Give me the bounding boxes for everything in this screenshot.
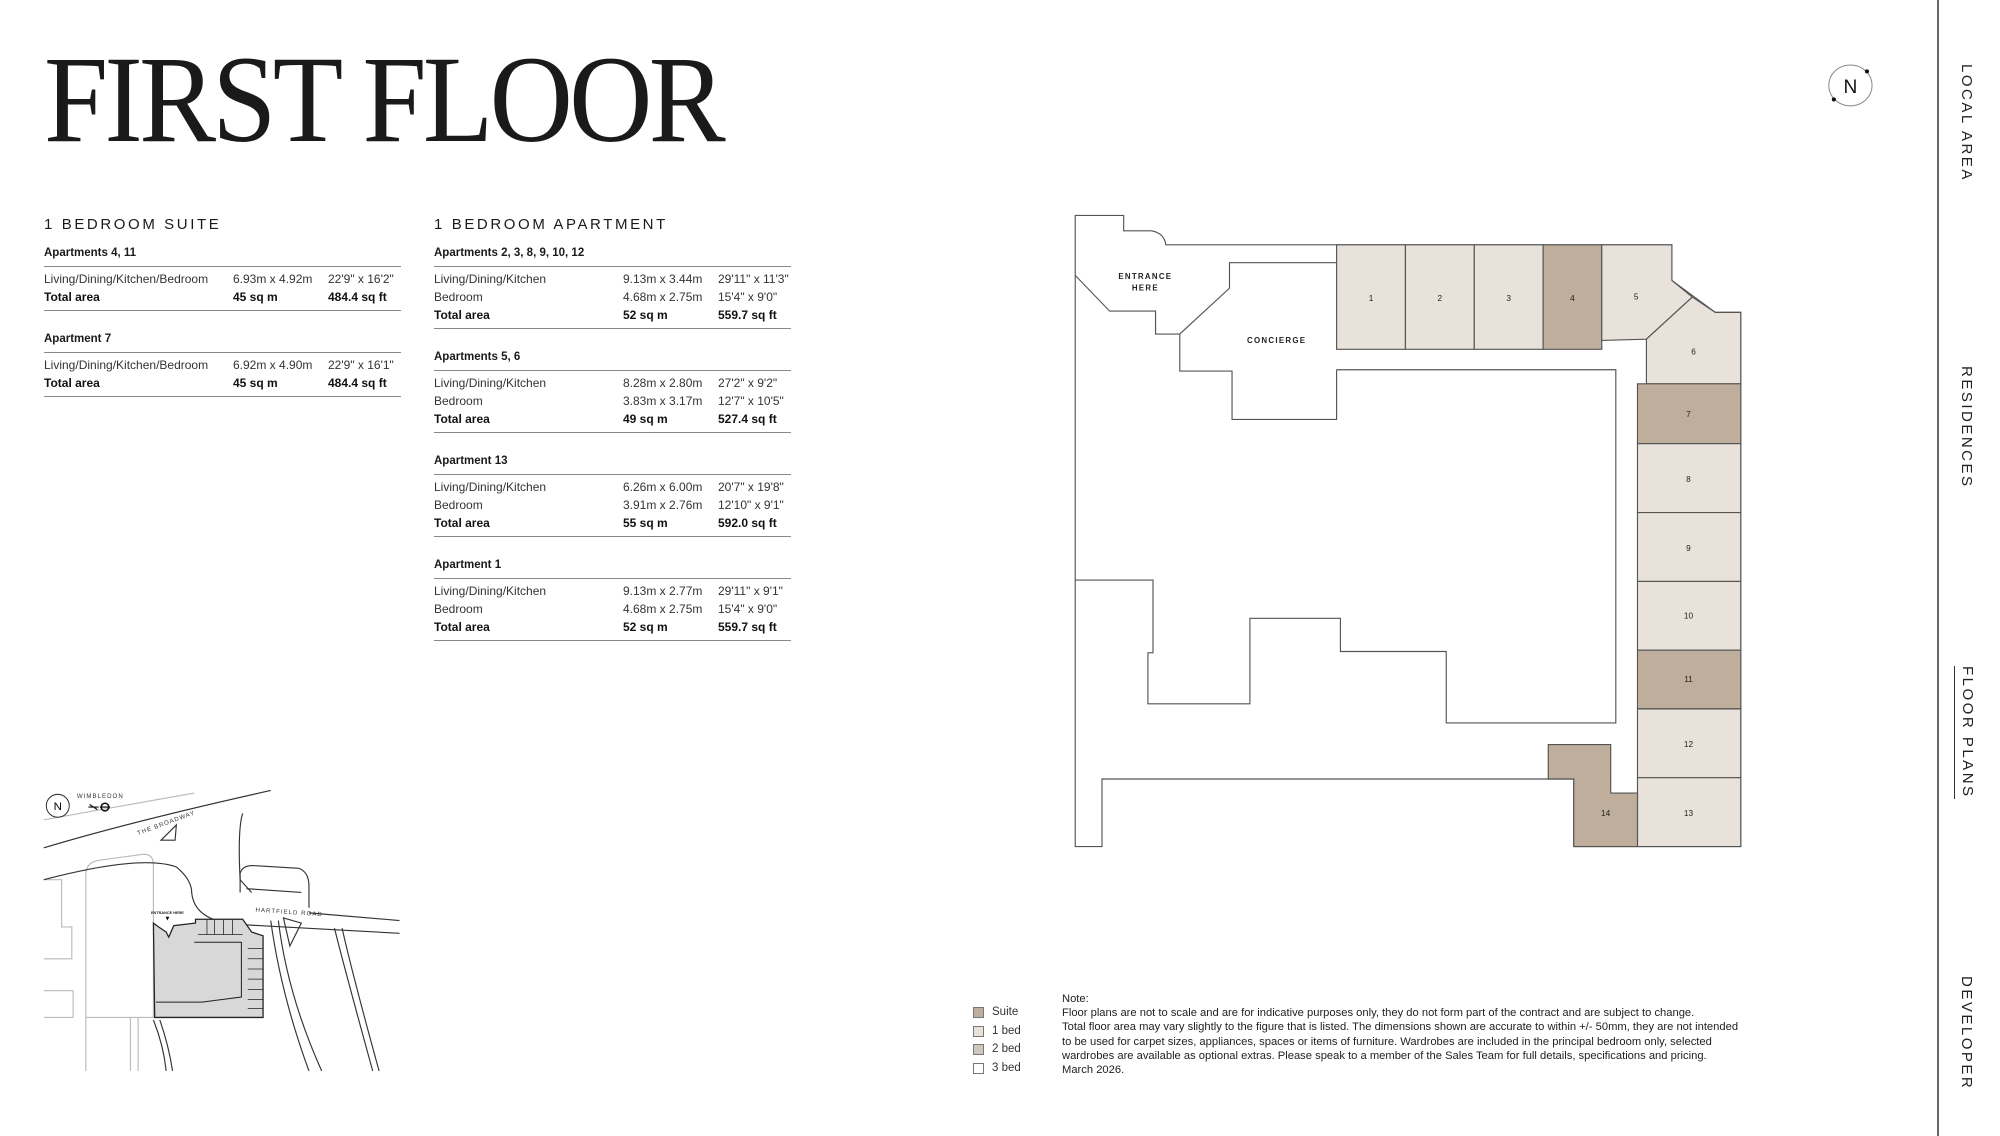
total-sqm: 49 sq m (623, 412, 668, 426)
total-label: Total area (434, 412, 490, 426)
total-sqft: 559.7 sq ft (718, 308, 777, 322)
map-compass-icon: N (53, 801, 62, 814)
legend-label: 3 bed (992, 1062, 1021, 1074)
group-title: Apartments 2, 3, 8, 9, 10, 12 (434, 247, 791, 267)
entrance-label: ENTRANCE (1118, 272, 1173, 282)
unit-number: 3 (1506, 293, 1512, 303)
metric-dimensions: 3.83m x 3.17m (623, 394, 703, 408)
apartment-units (1337, 245, 1741, 847)
concierge-label: CONCIERGE (1247, 335, 1307, 345)
imperial-dimensions: 29'11" x 11'3" (718, 272, 789, 286)
total-label: Total area (434, 620, 490, 634)
map-entrance-label: ENTRANCE HERE (151, 911, 184, 916)
group-title: Apartments 4, 11 (44, 247, 401, 267)
unit-number: 5 (1633, 292, 1639, 302)
road-label: THE BROADWAY (136, 809, 197, 837)
station-label: WIMBLEDON (76, 793, 124, 801)
total-label: Total area (44, 290, 100, 304)
nav-residences[interactable]: RESIDENCES (1958, 366, 1975, 489)
room-name: Living/Dining/Kitchen (434, 584, 547, 598)
legend-label: 2 bed (992, 1043, 1021, 1055)
room-name: Living/Dining/Kitchen/Bedroom (44, 358, 209, 372)
unit-number: 1 (1368, 293, 1374, 303)
legend-item (973, 1043, 1021, 1055)
section-heading: 1 BEDROOM SUITE (44, 216, 222, 233)
nav-floor-plans[interactable]: FLOOR PLANS (1954, 666, 1976, 799)
metric-dimensions: 9.13m x 3.44m (623, 272, 703, 286)
note-line: Total floor area may vary slightly to the figure that is listed. The dimensions shown are accurate to within +/- 50mm, they are not intended (1062, 1021, 1739, 1034)
imperial-dimensions: 22'9" x 16'1" (328, 358, 394, 372)
unit-number: 10 (1683, 611, 1694, 621)
room-name: Living/Dining/Kitchen (434, 480, 547, 494)
legend-item (973, 1025, 1021, 1037)
imperial-dimensions: 15'4" x 9'0" (718, 290, 778, 304)
note-line: to be used for carpet sizes, appliances, spaces or items of furniture. Wardrobes are included in the principal bedroom only, selected (1062, 1035, 1712, 1048)
legend-label: 1 bed (992, 1025, 1021, 1037)
total-sqm: 52 sq m (623, 620, 668, 634)
metric-dimensions: 6.93m x 4.92m (233, 272, 313, 286)
imperial-dimensions: 27'2" x 9'2" (718, 376, 778, 390)
metric-dimensions: 3.91m x 2.76m (623, 498, 703, 512)
road-label: HARTFIELD ROAD (255, 906, 324, 919)
room-name: Living/Dining/Kitchen (434, 272, 547, 286)
imperial-dimensions: 15'4" x 9'0" (718, 602, 778, 616)
svg-text:N: N (1843, 77, 1858, 99)
note-title: Note: (1062, 993, 1089, 1005)
metric-dimensions: 8.28m x 2.80m (623, 376, 703, 390)
total-sqm: 55 sq m (623, 516, 668, 530)
legend-swatch (973, 1007, 984, 1018)
group-title: Apartment 7 (44, 333, 401, 353)
unit-number: 4 (1570, 293, 1575, 303)
note-line: March 2026. (1062, 1064, 1125, 1077)
page-title: FIRST FLOOR (44, 31, 722, 168)
unit-number: 14 (1601, 808, 1611, 818)
room-name: Bedroom (434, 602, 483, 616)
total-label: Total area (44, 376, 100, 390)
compass-icon (1829, 65, 1872, 106)
total-sqft: 484.4 sq ft (328, 376, 387, 390)
unit-number: 12 (1683, 740, 1694, 750)
total-sqm: 45 sq m (233, 290, 278, 304)
room-name: Bedroom (434, 498, 483, 512)
room-name: Living/Dining/Kitchen (434, 376, 547, 390)
unit-number: 8 (1686, 474, 1691, 484)
unit-number: 13 (1683, 808, 1694, 818)
metric-dimensions: 6.92m x 4.90m (233, 358, 313, 372)
room-name: Living/Dining/Kitchen/Bedroom (44, 272, 209, 286)
group-title: Apartment 13 (434, 455, 791, 475)
room-name: Bedroom (434, 290, 483, 304)
note-line: wardrobes are available as optional extras. Please speak to a member of the Sales Team for full details, specifications and pricing. (1062, 1049, 1707, 1062)
total-label: Total area (434, 516, 490, 530)
legend-item (973, 1062, 1021, 1074)
imperial-dimensions: 20'7" x 19'8" (718, 480, 784, 494)
room-name: Bedroom (434, 394, 483, 408)
legend-swatch (973, 1026, 984, 1037)
imperial-dimensions: 12'10" x 9'1" (718, 498, 784, 512)
metric-dimensions: 9.13m x 2.77m (623, 584, 703, 598)
legend-item (973, 1006, 1018, 1018)
metric-dimensions: 6.26m x 6.00m (623, 480, 703, 494)
unit-number: 2 (1437, 293, 1443, 303)
imperial-dimensions: 22'9" x 16'2" (328, 272, 394, 286)
metric-dimensions: 4.68m x 2.75m (623, 290, 703, 304)
nav-developer[interactable]: DEVELOPER (1958, 976, 1975, 1091)
section-heading: 1 BEDROOM APARTMENT (434, 216, 668, 233)
unit-14[interactable] (1548, 745, 1637, 847)
nav-divider (1937, 0, 1939, 1136)
note-line: Floor plans are not to scale and are for indicative purposes only, they do not form part of the contract and are subject to change. (1062, 1007, 1695, 1020)
metric-dimensions: 4.68m x 2.75m (623, 602, 703, 616)
unit-number: 7 (1686, 409, 1691, 419)
group-title: Apartments 5, 6 (434, 351, 791, 371)
unit-number: 6 (1691, 347, 1696, 357)
disclaimer-note (1062, 992, 1782, 1077)
entrance-label: HERE (1131, 283, 1159, 293)
imperial-dimensions: 12'7" x 10'5" (718, 394, 784, 408)
total-sqm: 52 sq m (623, 308, 668, 322)
legend-swatch (973, 1044, 984, 1055)
location-map (44, 790, 400, 1070)
legend-swatch (973, 1063, 984, 1074)
unit-number: 9 (1686, 543, 1691, 553)
unit-number: 11 (1684, 675, 1693, 685)
total-sqft: 527.4 sq ft (718, 412, 777, 426)
total-label: Total area (434, 308, 490, 322)
group-title: Apartment 1 (434, 559, 791, 579)
total-sqft: 592.0 sq ft (718, 516, 777, 530)
total-sqft: 559.7 sq ft (718, 620, 777, 634)
nav-local-area[interactable]: LOCAL AREA (1958, 64, 1975, 182)
total-sqft: 484.4 sq ft (328, 290, 387, 304)
imperial-dimensions: 29'11" x 9'1" (718, 584, 783, 598)
total-sqm: 45 sq m (233, 376, 278, 390)
legend-label: Suite (992, 1006, 1019, 1018)
